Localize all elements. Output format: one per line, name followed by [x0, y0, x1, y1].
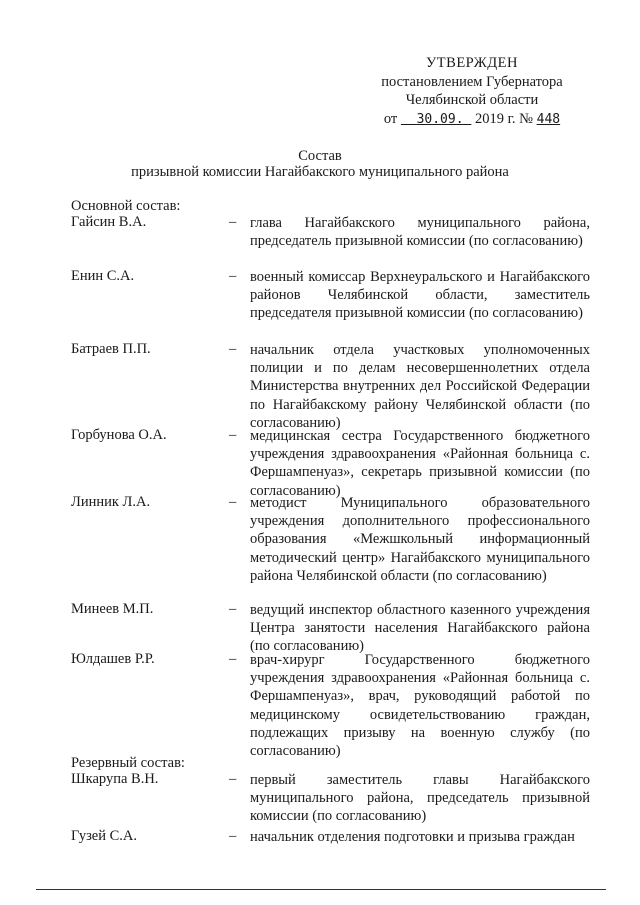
member-name: Минеев М.П. — [71, 601, 154, 617]
approval-year: 2019 г. № — [474, 110, 534, 127]
member-name: Гайсин В.А. — [71, 214, 147, 230]
member-role: первый заместитель главы Нагайбакского муниципального района, председатель призывной комиссии (по согласованию) — [250, 772, 590, 825]
member-role: врач-хирург Государственного бюджетного учреждения здравоохранения «Районная больница с. Фершампенуаз», врач, руководящий работой по медицинскому освидетельствованию граждан, подлежащих призыву на военную службу (по согласованию) — [250, 652, 590, 760]
member-dash: – — [229, 341, 237, 357]
approval-line-1: постановлением Губернатора — [381, 73, 563, 90]
date-prefix: от — [383, 110, 398, 127]
member-role: глава Нагайбакского муниципального района, председатель призывной комиссии (по согласованию) — [250, 215, 590, 250]
member-name: Шкарупа В.Н. — [71, 771, 159, 787]
member-name: Горбунова О.А. — [71, 427, 167, 443]
doc-subheading: призывной комиссии Нагайбакского муниципального района — [131, 164, 509, 180]
member-name: Батраев П.П. — [71, 341, 151, 357]
member-role: медицинская сестра Государственного бюджетного учреждения здравоохранения «Районная больница с. Фершампенуаз», секретарь призывной комиссии (по согласованию) — [250, 428, 590, 499]
approval-line-2: Челябинской области — [405, 92, 539, 108]
member-name: Линник Л.А. — [71, 494, 151, 510]
member-dash: – — [229, 651, 237, 667]
member-dash: – — [229, 214, 237, 230]
member-dash: – — [229, 828, 237, 844]
approval-title: УТВЕРЖДЕН — [426, 55, 518, 71]
member-dash: – — [229, 601, 237, 617]
member-dash: – — [229, 268, 237, 284]
member-name: Гузей С.А. — [71, 828, 138, 844]
member-dash: – — [229, 494, 237, 510]
member-role: начальник отделения подготовки и призыва граждан — [250, 829, 575, 845]
member-name: Енин С.А. — [71, 268, 135, 284]
member-role: ведущий инспектор областного казенного учреждения Центра занятости населения Нагайбакского района (по согласованию) — [250, 602, 590, 655]
member-dash: – — [229, 771, 237, 787]
member-dash: – — [229, 427, 237, 443]
approval-stamp — [372, 54, 572, 129]
member-role: начальник отдела участковых уполномоченных полиции и по делам несовершеннолетних отдела Министерства внутренних дел Российской Федерации по Нагайбакскому району Челябинской области (по согласованию) — [250, 342, 590, 431]
approval-number: 448 — [536, 111, 561, 127]
approval-date-line — [372, 110, 572, 130]
member-role: военный комиссар Верхнеуральского и Нагайбакского районов Челябинской области, заместитель председателя призывной комиссии (по согласованию) — [250, 269, 590, 322]
reserve-section-label: Резервный состав: — [71, 755, 185, 771]
member-role: методист Муниципального образовательного учреждения дополнительного профессионального образования «Межшкольный информационный методический центр» Нагайбакского муниципального района Челябинской области (по согласованию) — [250, 495, 590, 584]
member-name: Юлдашев Р.Р. — [71, 651, 155, 667]
doc-heading: Состав — [298, 148, 342, 164]
page-bottom-rule — [36, 889, 606, 890]
main-section-label: Основной состав: — [71, 198, 181, 214]
approval-date: 30.09. — [416, 111, 464, 127]
